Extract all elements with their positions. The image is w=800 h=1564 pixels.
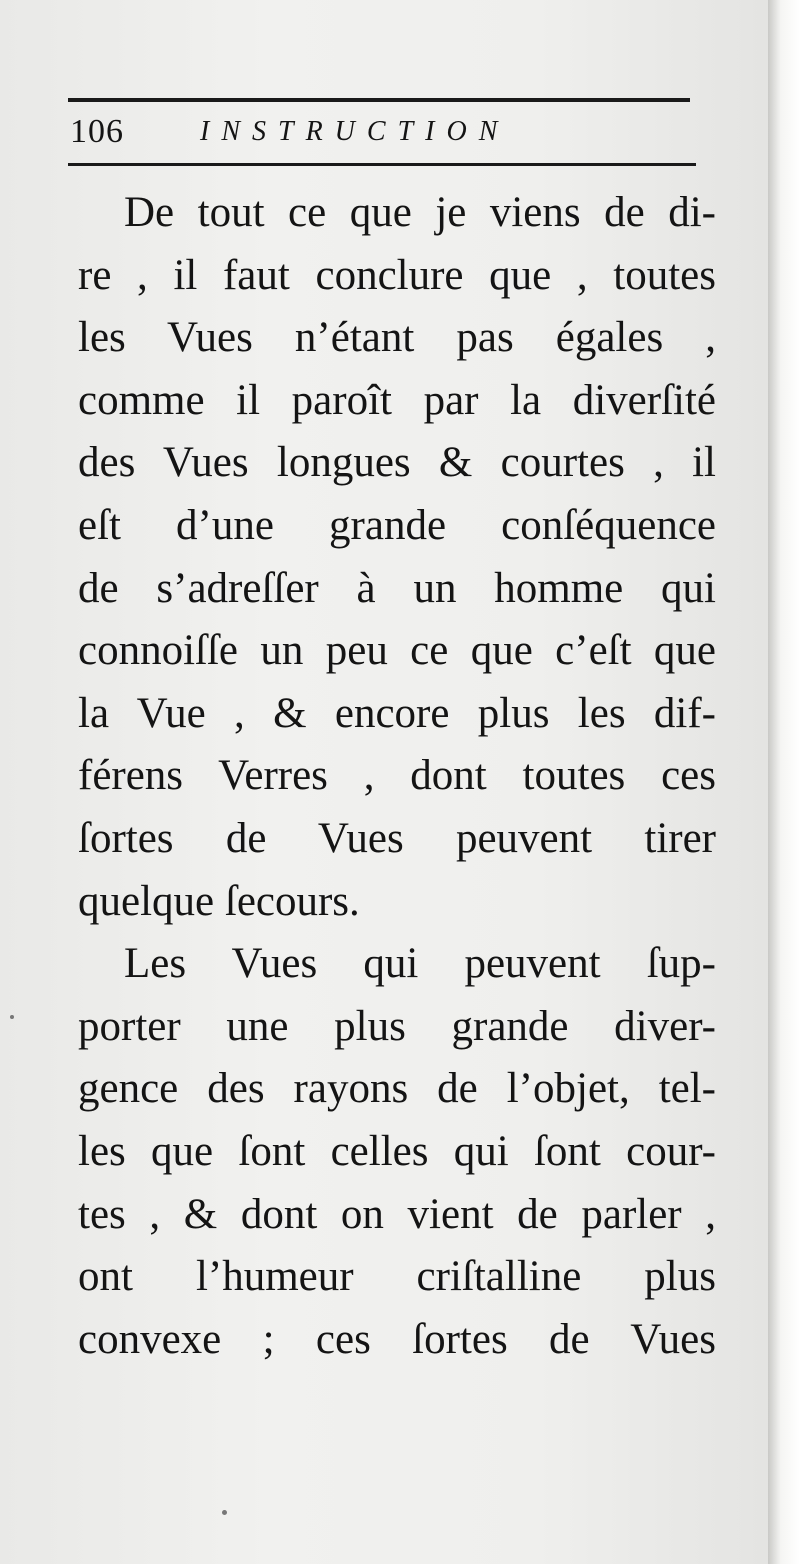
text-line: connoiſſe un peu ce que c’eſt que [78, 627, 716, 675]
text-line: tes , & dont on vient de parler , [78, 1190, 716, 1238]
text-line: eſt d’une grande conſéquence [78, 501, 716, 549]
text-line: les Vues n’étant pas égales , [78, 314, 716, 362]
text-line: comme il paroît par la diverſité [78, 376, 716, 424]
text-line: De tout ce que je viens de di- [124, 189, 716, 236]
text-line: de s’adreſſer à un homme qui [78, 564, 716, 612]
paper-speck [222, 1510, 227, 1515]
text-line: des Vues longues & courtes , il [78, 439, 716, 487]
text-line: Les Vues qui peuvent ſup- [124, 940, 716, 988]
text-line: convexe ; ces ſortes de Vues [78, 1315, 716, 1363]
page-edge [768, 0, 800, 1564]
text-line: quelque ſecours. [78, 877, 360, 925]
text-line: ont l’humeur criſtalline plus [78, 1253, 716, 1301]
header-rule-bottom [68, 163, 696, 166]
text-line: gence des rayons de l’objet, tel- [78, 1065, 716, 1113]
paper-speck [10, 1015, 14, 1019]
text-line: re , il faut conclure que , toutes [78, 251, 716, 299]
text-line: la Vue , & encore plus les dif- [78, 689, 716, 737]
body-text [78, 182, 716, 1371]
text-line: férens Verres , dont toutes ces [78, 752, 716, 800]
text-line: ſortes de Vues peuvent tirer [78, 814, 716, 862]
text-line: porter une plus grande diver- [78, 1002, 716, 1050]
running-title: INSTRUCTION [200, 116, 510, 147]
text-line: les que ſont celles qui ſont cour- [78, 1127, 716, 1175]
header-rule-top [68, 98, 690, 102]
running-head [70, 112, 690, 156]
page-number: 106 [70, 113, 124, 150]
